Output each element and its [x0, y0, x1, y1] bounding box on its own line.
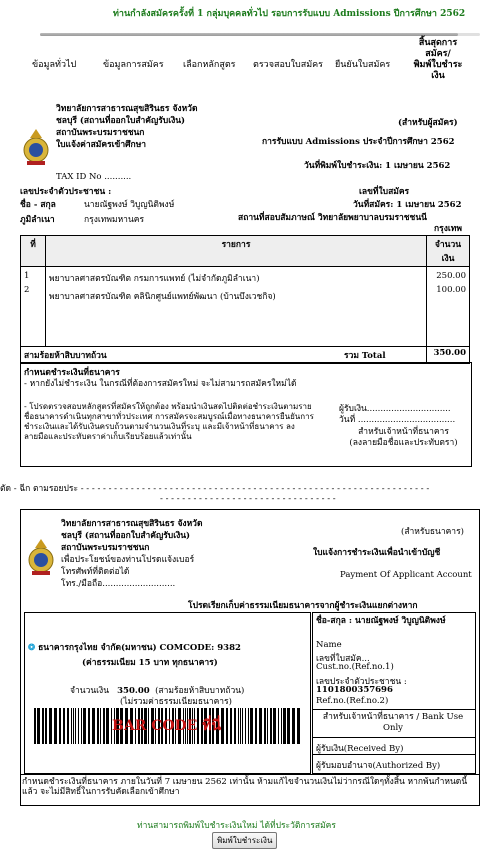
barcode-bar — [221, 708, 224, 744]
reprint-note: ท่านสามารถพิมพ์ใบชำระเงินใหม่ ได้ที่ประวัติการสมัคร — [137, 821, 336, 831]
total-label: รวม Total — [344, 351, 386, 361]
fee-table — [20, 235, 470, 364]
ref-id-value: 1101800357696 — [316, 685, 393, 695]
step-finish-line-1: สิ้นสุดการ — [418, 38, 458, 48]
barcode-bar — [264, 708, 266, 744]
progress-bar — [40, 33, 480, 36]
barcode-bar — [234, 708, 236, 744]
step-confirm[interactable]: ยืนยันใบสมัคร — [335, 60, 391, 70]
bank-college-line-1: วิทยาลัยการสาธารณสุขสิรินธร จังหวัด — [61, 519, 203, 529]
barcode-bar — [37, 708, 40, 744]
amount-words: สามร้อยห้าสิบบาทถ้วน — [24, 351, 107, 361]
ref-1: Cust.no.(Ref.no.1) — [316, 662, 394, 672]
table-row — [21, 267, 470, 347]
program-title: การรับแบบ Admissions ประจำปีการศึกษา 2562 — [262, 137, 455, 147]
citizen-id-label: เลขประจำตัวประชาชน : — [20, 187, 112, 197]
barcode-bar — [42, 708, 44, 744]
barcode-bar — [287, 708, 290, 744]
terms-title: กำหนดชำระเงินที่ธนาคาร — [24, 368, 120, 378]
step-select-program[interactable]: เลือกหลักสูตร — [183, 60, 236, 70]
apply-date: วันที่สมัคร: 1 เมษายน 2562 — [353, 200, 462, 210]
barcode-bar — [230, 708, 232, 744]
barcode-bar — [67, 708, 69, 744]
step-general-info[interactable]: ข้อมูลทั่วไป — [32, 60, 77, 70]
cut-line-2: - - - - - - - - - - - - - - - - - - - - - - - - - - - - - - - - — [160, 494, 336, 504]
bank-amount-words: (สามร้อยห้าสิบบาทถ้วน) — [155, 686, 245, 696]
officer-note: (ลงลายมือชื่อและประทับตรา) — [349, 438, 458, 448]
barcode-bar — [250, 708, 253, 744]
deadline-note: กำหนดชำระเงินที่ธนาคาร ภายในวันที่ 7 เมษายน 2562 เท่านั้น ห้ามแก้ไขจำนวนเงินไม่ว่ากรณีใดๆทั้งสิ้น หากพ้นกำหนดนี้แล้ว จะไม่มีสิทธิ์ในการรับคัดเลือกเข้าศึกษา — [22, 777, 468, 797]
barcode-bar — [259, 708, 262, 744]
fee-request: โปรดเรียกเก็บค่าธรรมเนียมธนาคารจากผู้ชำระเงินแยกต่างหาก — [188, 601, 418, 611]
name-label: ชื่อ - สกุล — [20, 200, 56, 210]
college-line-3: สถาบันพระบรมราชชนก — [56, 128, 145, 138]
barcode-bar — [63, 708, 65, 744]
barcode-bar — [88, 708, 90, 744]
barcode-bar — [270, 708, 272, 744]
ref-id-label: เลขประจำตัวประชาชน : — [316, 677, 407, 687]
received-by: ผู้รับเงิน(Received By) — [316, 744, 404, 754]
barcode-bar — [54, 708, 57, 744]
no-fee-note: (ไม่รวมค่าธรรมเนียมธนาคาร) — [120, 697, 232, 707]
print-date: วันที่พิมพ์ใบชำระเงิน: 1 เมษายน 2562 — [304, 161, 451, 171]
total-value: 350.00 — [427, 347, 470, 364]
barcode-bar — [283, 708, 286, 744]
barcode-bar — [255, 708, 257, 744]
college-logo — [22, 128, 50, 166]
barcode-bar — [92, 708, 95, 744]
application-no-label: เลขที่ใบสมัคร — [359, 187, 410, 197]
barcode-bar — [238, 708, 239, 744]
exam-place: สถานที่สอบสัมภาษณ์ วิทยาลัยพยาบาลบรมราชชนนี — [238, 213, 427, 223]
barcode-bar — [103, 708, 105, 744]
barcode-bar — [281, 708, 282, 744]
barcode-bar — [226, 708, 228, 744]
name-value: นายณัฐพงษ์ วิบูญนิติพงษ์ — [84, 200, 175, 210]
step-finish[interactable] — [403, 38, 473, 82]
payment-terms-box — [20, 362, 472, 467]
divider — [312, 737, 475, 738]
row-amount: 100.00 — [436, 285, 466, 295]
ref-name: ชื่อ-สกุล : นายณัฐพงษ์ วิบูญนิติพงษ์ — [316, 616, 446, 626]
barcode-bar — [78, 708, 79, 744]
step-finish-line-3: พิมพ์ใบชำระ — [413, 60, 463, 70]
barcode-label: BAR CODE ที่นี่ — [112, 718, 222, 734]
barcode-bar — [97, 708, 99, 744]
bank-officer: สำหรับเจ้าหน้าที่ธนาคาร / Bank Use Only — [322, 712, 464, 733]
row-amount: 250.00 — [436, 271, 466, 281]
application-notice: ท่านกำลังสมัครครั้งที่ 1 กลุ่มบุคคลทั่วไป รอบการรับแบบ Admissions ปีการศึกษา 2562 — [113, 9, 466, 19]
row-no: 2 — [24, 285, 30, 295]
divider — [20, 774, 479, 775]
step-finish-line-4: เงิน — [431, 71, 445, 81]
bank-college-line-3: สถาบันพระบรมราชชนก — [61, 543, 150, 553]
copy-label-applicant: (สำหรับผู้สมัคร) — [398, 118, 458, 128]
region-value: กรุงเทพมหานคร — [84, 215, 145, 225]
region-label: ภูมิลำเนา — [20, 215, 55, 225]
col-item: รายการ — [46, 236, 427, 267]
barcode-bar — [75, 708, 76, 744]
row-item: พยาบาลศาสตรบัณฑิต กรมการแพทย์ (ไม่จำกัดภูมิลำเนา) — [49, 274, 260, 284]
college-line-1: วิทยาลัยการสาธารณสุขสิรินธร จังหวัด — [56, 104, 198, 114]
ref-app-no: เลขที่ใบสมัค... — [316, 654, 370, 664]
row-item: พยาบาลศาสตรบัณฑิต คลินิกศูนย์แพทย์พัฒนา (บ้านบึงเวชกิจ) — [49, 292, 276, 302]
step-application-info[interactable]: ข้อมูลการสมัคร — [103, 60, 164, 70]
barcode-bar — [81, 708, 82, 744]
barcode-bar — [71, 708, 72, 744]
terms-2: - โปรดตรวจสอบหลักสูตรที่สมัครให้ถูกต้อง พร้อมนำเงินสดไปติดต่อชำระเงินตามรายชื่อธนาคารดำเนินทุกสาขาทั่วประเทศ การสมัครจะสมบูรณ์เมื่อทางธนาคารยืนยันการชำระเงินและได้รับเงินครบถ้วนตามจำนวนเงินที่ระบุ และมีเจ้าหน้าที่ธนาคาร ลงลายมือและประทับตราค่าเก็บเรียบร้อยแล้วเท่านั้น — [24, 402, 314, 441]
bank-icon: ❂ — [28, 643, 36, 653]
barcode-bar — [248, 708, 249, 744]
barcode-bar — [83, 708, 86, 744]
barcode-bar — [106, 708, 109, 744]
col-amount: จำนวนเงิน — [427, 236, 470, 267]
college-name — [56, 103, 197, 151]
exam-place-2: กรุงเทพ — [434, 224, 462, 234]
barcode-bar — [240, 708, 241, 744]
amount-value: 350.00 — [117, 686, 150, 696]
barcode-bar — [267, 708, 268, 744]
authorized-by: ผู้รับมอบอำนาจ(Authorized By) — [316, 761, 441, 771]
row-no: 1 — [24, 271, 30, 281]
print-payment-button[interactable]: พิมพ์ใบชำระเงิน — [212, 832, 277, 849]
amount-label: จำนวนเงิน — [70, 686, 110, 696]
step-review[interactable]: ตรวจสอบใบสมัคร — [253, 60, 324, 70]
bank-fee: (ค่าธรรมเนียม 15 บาท ทุกธนาคาร) — [82, 658, 218, 668]
ref-name-en: Name — [316, 640, 342, 650]
barcode-bar — [242, 708, 243, 744]
college-logo-bank — [27, 538, 55, 576]
terms-1: - หากยังไม่ชำระเงิน ในกรณีที่ต้องการสมัครใหม่ จะไม่สามารถสมัครใหม่ได้ — [24, 379, 297, 389]
ref-2: Ref.no.(Ref.no.2) — [316, 696, 389, 706]
bank-college-line-4: เพื่อประโยชน์ของท่านโปรดแจ้งเบอร์ — [61, 555, 195, 565]
barcode-bar — [100, 708, 101, 744]
bank-college-line-2: ชลบุรี (สถานที่ออกใบสำคัญรับเงิน) — [61, 531, 191, 541]
copy-label-bank: (สำหรับธนาคาร) — [401, 527, 464, 537]
college-line-2: ชลบุรี (สถานที่ออกใบสำคัญรับเงิน) — [56, 116, 186, 126]
barcode-bar — [49, 708, 52, 744]
bank-name: ❂ ธนาคารกรุงไทย จำกัด(มหาชน) COMCODE: 9382 — [28, 643, 241, 653]
col-no: ที่ — [21, 236, 46, 267]
barcode-bar — [45, 708, 47, 744]
barcode-bar — [73, 708, 74, 744]
barcode-bar — [297, 708, 300, 744]
barcode-bar — [245, 708, 246, 744]
deposit-title: ใบแจ้งการชำระเงินเพื่อนำเข้าบัญชี — [313, 548, 441, 558]
bank-college-line-6: โทร./มือถือ........................... — [61, 579, 176, 589]
officer-label: สำหรับเจ้าหน้าที่ธนาคาร — [358, 427, 449, 437]
date-line: วันที่ .................................... — [339, 415, 456, 425]
barcode-bar — [292, 708, 295, 744]
barcode-bar — [59, 708, 61, 744]
barcode-bar — [278, 708, 279, 744]
bank-college-name — [61, 518, 202, 590]
progress-fill — [40, 33, 458, 36]
tax-id-label: TAX ID No .......... — [56, 172, 132, 182]
step-finish-line-2: สมัคร/ — [425, 49, 451, 59]
divider — [312, 709, 475, 710]
barcode-bar — [273, 708, 276, 744]
bank-college-line-5: โทรศัพท์ที่ติดต่อได้ — [61, 567, 130, 577]
barcode-bar — [34, 708, 36, 744]
divider — [312, 754, 475, 755]
college-line-4: ใบแจ้งค่าสมัครเข้าศึกษา — [56, 140, 147, 150]
payment-en: Payment Of Applicant Account — [340, 570, 472, 580]
receiver-line: ผู้รับเงิน............................... — [339, 404, 451, 414]
cut-line: ตัด - ฉีก ตามรอยประ - - - - - - - - - - - - - - - - - - - - - - - - - - - - - - - - - - - - - - - - - - - - - - - - - - - - - - - - - - - - - - - — [0, 484, 430, 494]
